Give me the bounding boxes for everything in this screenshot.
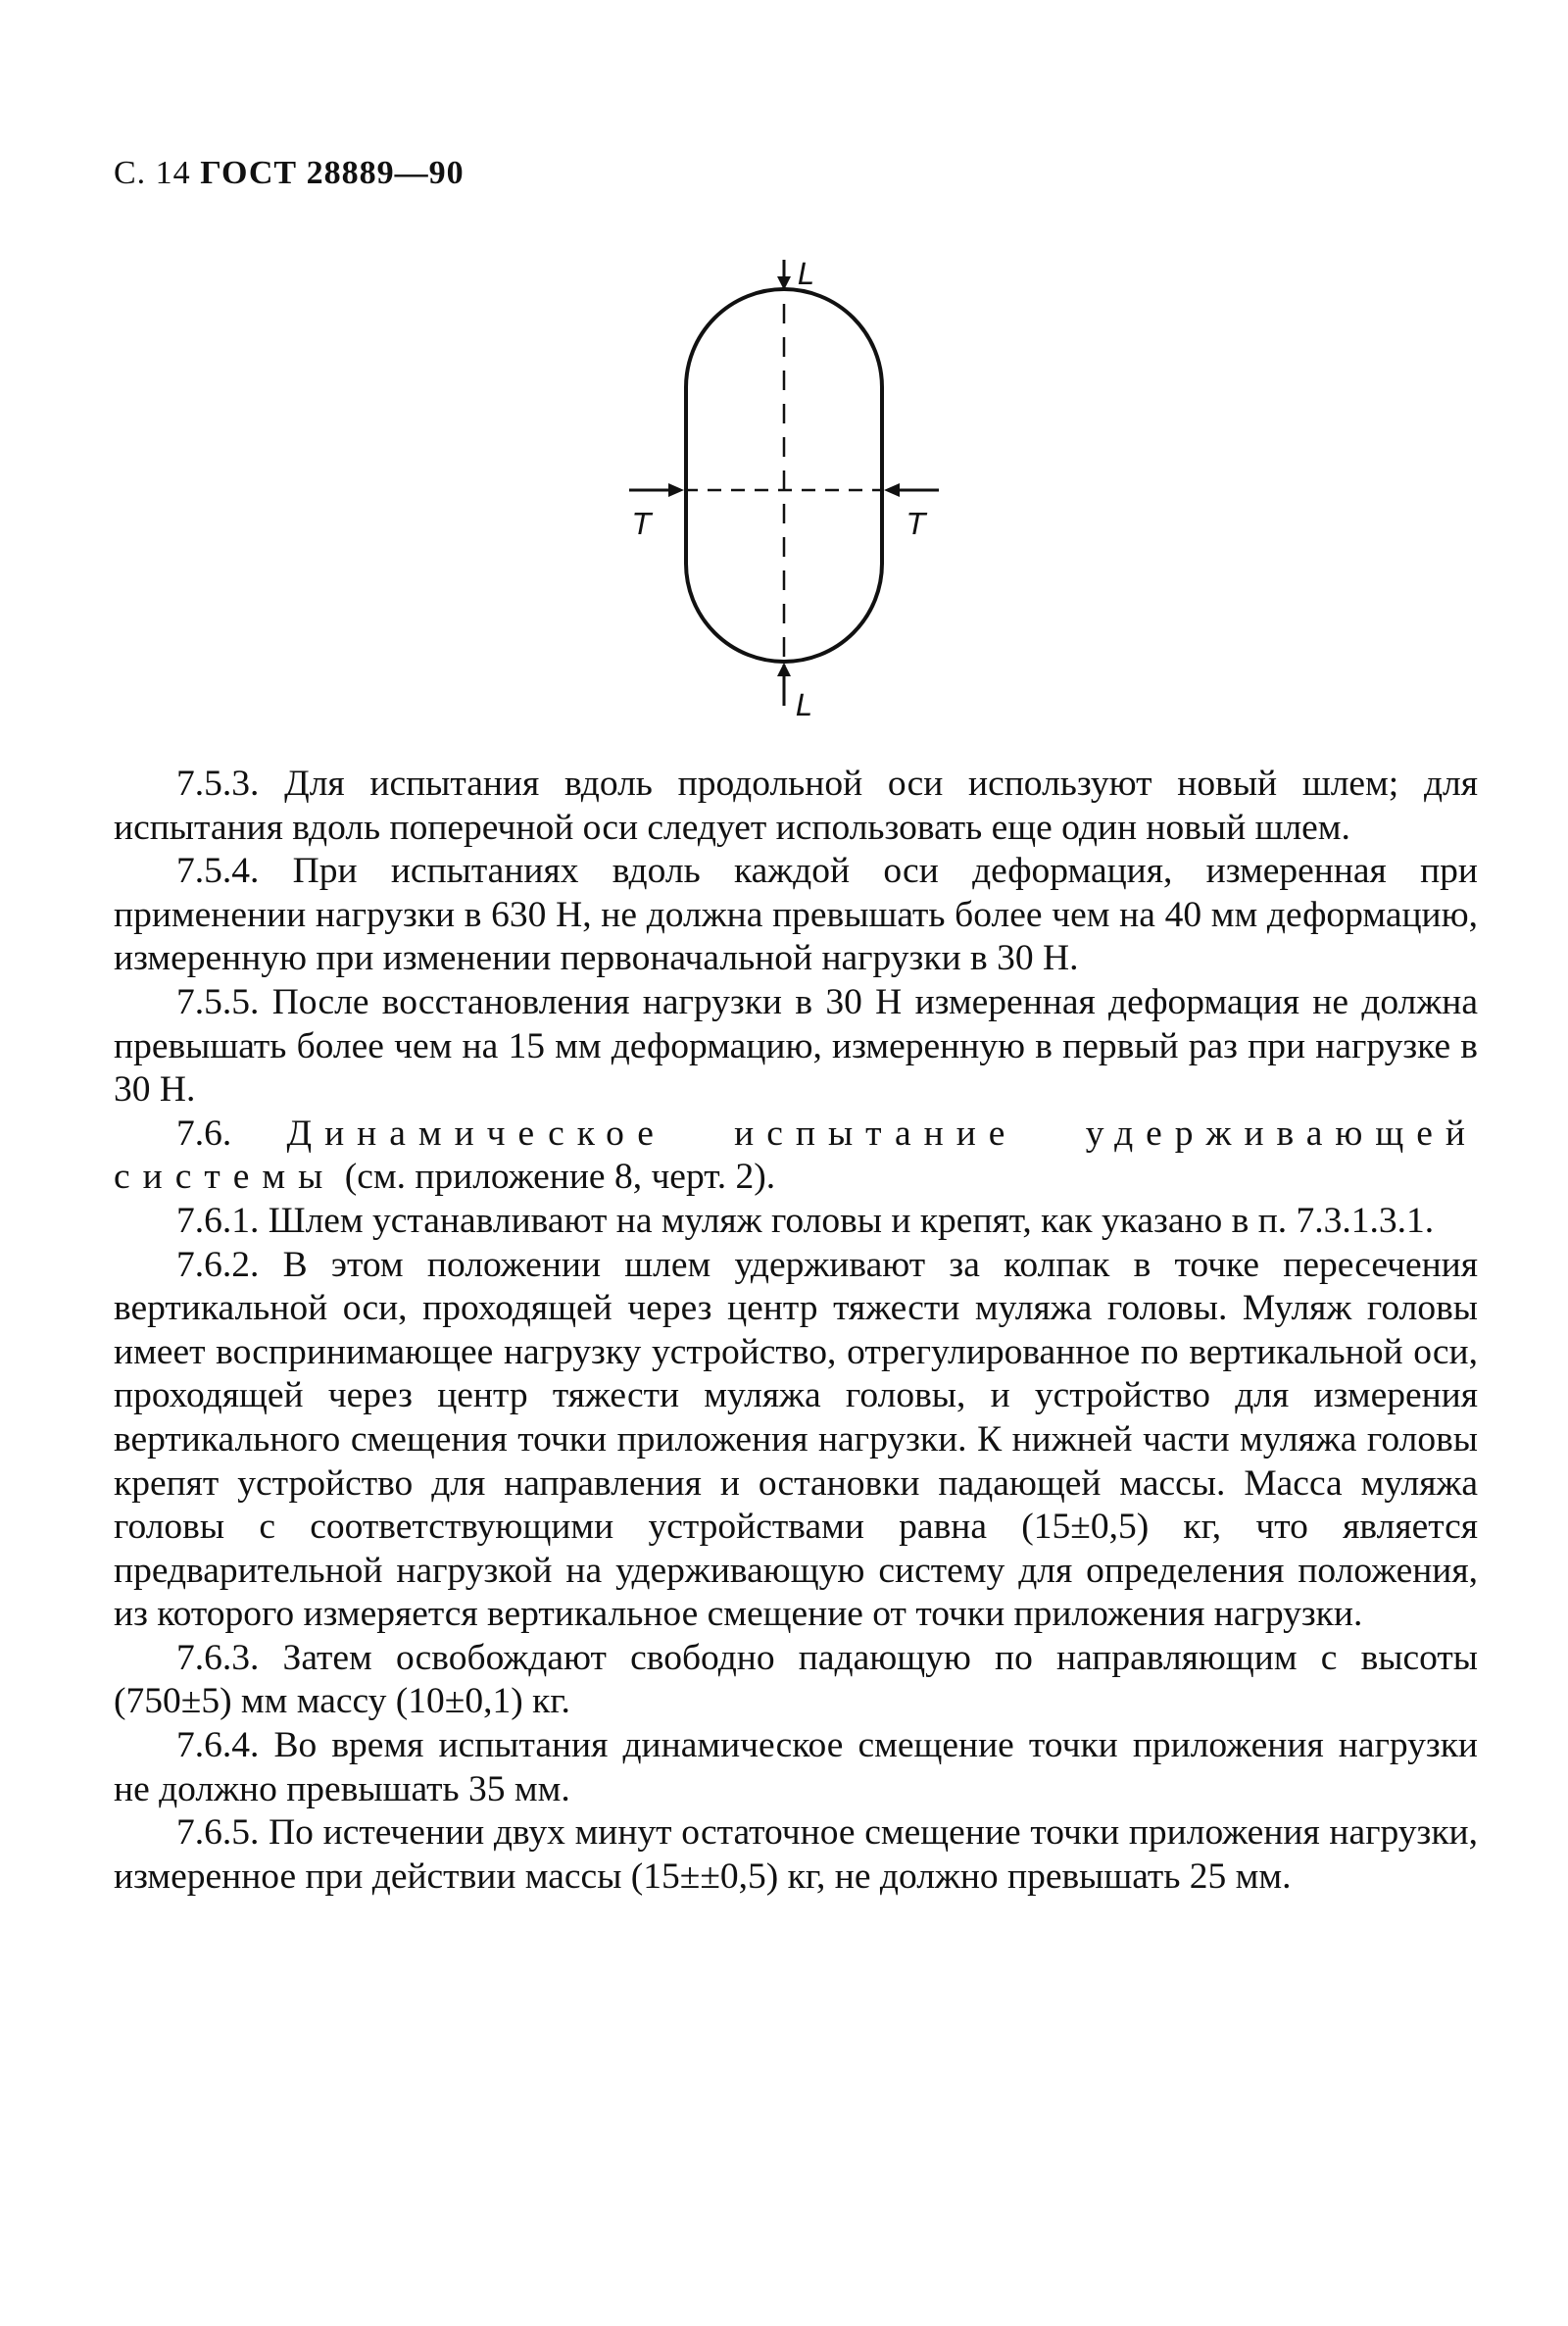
paragraph-7-5-3: 7.5.3. Для испытания вдоль продольной оси используют новый шлем; для испытания вдоль поперечной оси следует использовать еще один новый шлем. <box>114 764 1478 848</box>
paragraph-7-5-5: 7.5.5. После восстановления нагрузки в 30 Н измеренная деформация не должна превышать более чем на 15 мм деформацию, измеренную в первый раз при нагрузке в 30 Н. <box>114 981 1478 1111</box>
label-t-right: T <box>907 508 926 542</box>
page-header <box>114 155 465 192</box>
helmet-test-diagram <box>568 245 1000 735</box>
paragraph-7-6-2: 7.6.2. В этом положении шлем удерживают за колпак в точке пересечения вертикальной оси, проходящей через центр тяжести муляжа головы. Муляж головы имеет воспринимающее нагрузку устройство, отрегулированное по вертикальной оси, проходящей через центр тяжести муляжа головы, и устройство для измерения вертикального смещения точки приложения нагрузки. К нижней части муляжа головы крепят устройство для направления и остановки падающей массы. Масса муляжа головы с соответствующими устройствами равна (15±0,5) кг, что является предварительной нагрузкой на удерживающую систему для определения положения, из которого измеряется вертикальное смещение от точки приложения нагрузки. <box>114 1244 1478 1635</box>
paragraph-7-6-5: 7.6.5. По истечении двух минут остаточное смещение точки приложения нагрузки, измеренное при действии массы (15±±0,5) кг, не должно превышать 25 мм. <box>114 1812 1478 1897</box>
label-l-top: L <box>798 258 814 292</box>
section-reference: (см. приложение 8, черт. 2). <box>344 1157 776 1198</box>
paragraph-7-5-4: 7.5.4. При испытаниях вдоль каждой оси деформация, измеренная при применении нагрузки в 630 Н, не должна превышать более чем на 40 мм деформацию, измеренную при изменении первоначальной нагрузки в 30 Н. <box>114 851 1478 979</box>
left-load-arrowhead <box>668 483 684 497</box>
section-7-6-heading <box>114 1113 1478 1200</box>
bottom-load-arrowhead <box>777 663 791 676</box>
document-body <box>114 763 1478 1899</box>
standard-number: ГОСТ 28889—90 <box>200 155 465 191</box>
page-number: С. 14 <box>114 155 191 191</box>
label-t-left: T <box>633 508 652 542</box>
section-number: 7.6. <box>176 1113 232 1154</box>
helmet-axes-drawing <box>568 245 1000 735</box>
label-l-bottom: L <box>796 689 812 723</box>
right-load-arrowhead <box>884 483 900 497</box>
section-title: Динамическое испытание удерживающей системы <box>114 1113 1478 1198</box>
paragraph-7-6-1: 7.6.1. Шлем устанавливают на муляж головы и крепят, как указано в п. 7.3.1.3.1. <box>176 1200 1435 1241</box>
paragraph-7-6-4: 7.6.4. Во время испытания динамическое смещение точки приложения нагрузки не должно превышать 35 мм. <box>114 1725 1478 1809</box>
paragraph-7-6-3: 7.6.3. Затем освобождают свободно падающую по направляющим с высоты (750±5) мм массу (10±0,1) кг. <box>114 1637 1478 1722</box>
